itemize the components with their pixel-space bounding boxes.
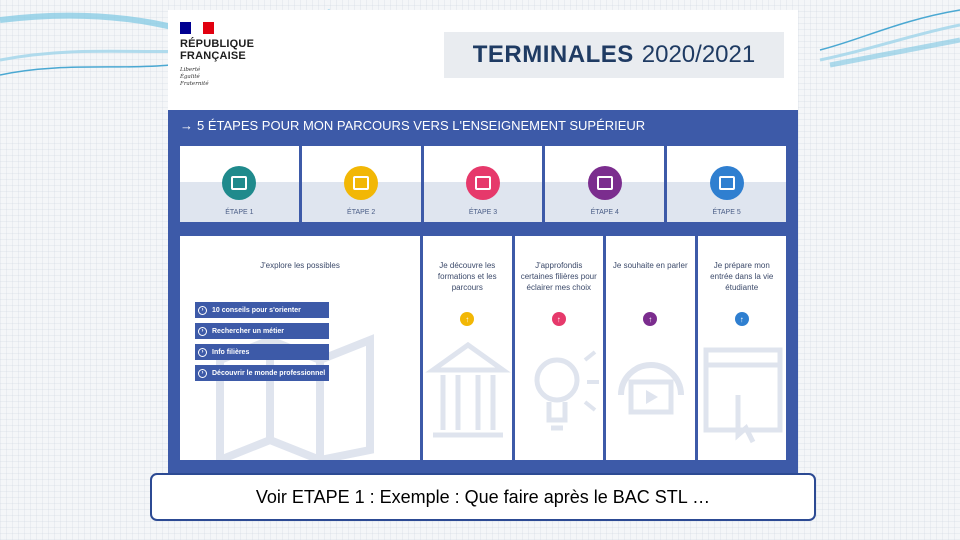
step-card-4[interactable] [545, 146, 664, 222]
title-bold: TERMINALES [472, 41, 634, 68]
step-2-column [423, 236, 512, 460]
step-3-text: J'approfondis certaines filières pour éclairer mes choix [520, 261, 597, 292]
page-header [168, 10, 798, 110]
title-year: 2020/2021 [641, 41, 756, 68]
banner-title [180, 118, 645, 133]
banner-title-text: 5 ÉTAPES POUR MON PARCOURS VERS L'ENSEIGNEMENT SUPÉRIEUR [197, 118, 646, 133]
link-rechercher-metier[interactable]: › Rechercher un métier [195, 323, 329, 339]
browser-watermark-icon [698, 320, 787, 460]
step-4-text: Je souhaite en parler [612, 261, 688, 270]
headset-video-icon [588, 166, 622, 200]
caption-box: Voir ETAPE 1 : Exemple : Que faire après le BAC STL … [150, 473, 816, 521]
steps-row [180, 146, 786, 222]
step-content-row [180, 236, 786, 460]
headset-watermark-icon [606, 320, 695, 460]
arrow-circle-icon: › [198, 306, 207, 315]
slide-panel [168, 10, 798, 475]
arrow-circle-icon: › [198, 348, 207, 357]
link-info-filieres[interactable]: › Info filières [195, 344, 329, 360]
arrow-right-icon: → [180, 118, 193, 133]
step-label: ÉTAPE 3 [468, 209, 498, 216]
lightbulb-watermark-icon [515, 320, 604, 460]
step-5-column [698, 236, 787, 460]
link-monde-professionnel[interactable]: › Découvrir le monde professionnel [195, 365, 329, 381]
main-panel [168, 110, 798, 475]
step-4-column [606, 236, 695, 460]
institution-watermark-icon [423, 320, 512, 460]
arrow-up-icon[interactable]: ↑ [735, 312, 749, 326]
republic-name: RÉPUBLIQUE FRANÇAISE [180, 38, 255, 62]
republic-motto: Liberté Égalité Fraternité [180, 67, 209, 87]
page-title [444, 32, 784, 78]
step-card-2[interactable] [302, 146, 421, 222]
arrow-circle-icon: › [198, 327, 207, 336]
lightbulb-icon [466, 166, 500, 200]
institution-icon [344, 166, 378, 200]
step-2-text: Je découvre les formations et les parcours [437, 261, 497, 292]
arrow-circle-icon: › [198, 369, 207, 378]
step-card-3[interactable] [424, 146, 543, 222]
step-label: ÉTAPE 2 [347, 209, 376, 216]
step-1-links [195, 302, 329, 386]
arrow-up-icon[interactable]: ↑ [643, 312, 657, 326]
flag-logo [180, 22, 214, 34]
link-10-conseils[interactable]: › 10 conseils pour s'orienter [195, 302, 329, 318]
step-label: ÉTAPE 4 [590, 209, 619, 216]
step-1-column [180, 236, 420, 460]
step-1-text: J'explore les possibles [260, 261, 340, 270]
step-5-text: Je prépare mon entrée dans la vie étudiante [710, 261, 774, 292]
step-card-1[interactable] [180, 146, 299, 222]
step-label: ÉTAPE 5 [712, 209, 741, 216]
arrow-up-icon[interactable]: ↑ [460, 312, 474, 326]
step-3-column [515, 236, 604, 460]
step-label: ÉTAPE 1 [225, 209, 254, 216]
step-card-5[interactable] [667, 146, 786, 222]
arrow-up-icon[interactable]: ↑ [552, 312, 566, 326]
browser-click-icon [710, 166, 744, 200]
